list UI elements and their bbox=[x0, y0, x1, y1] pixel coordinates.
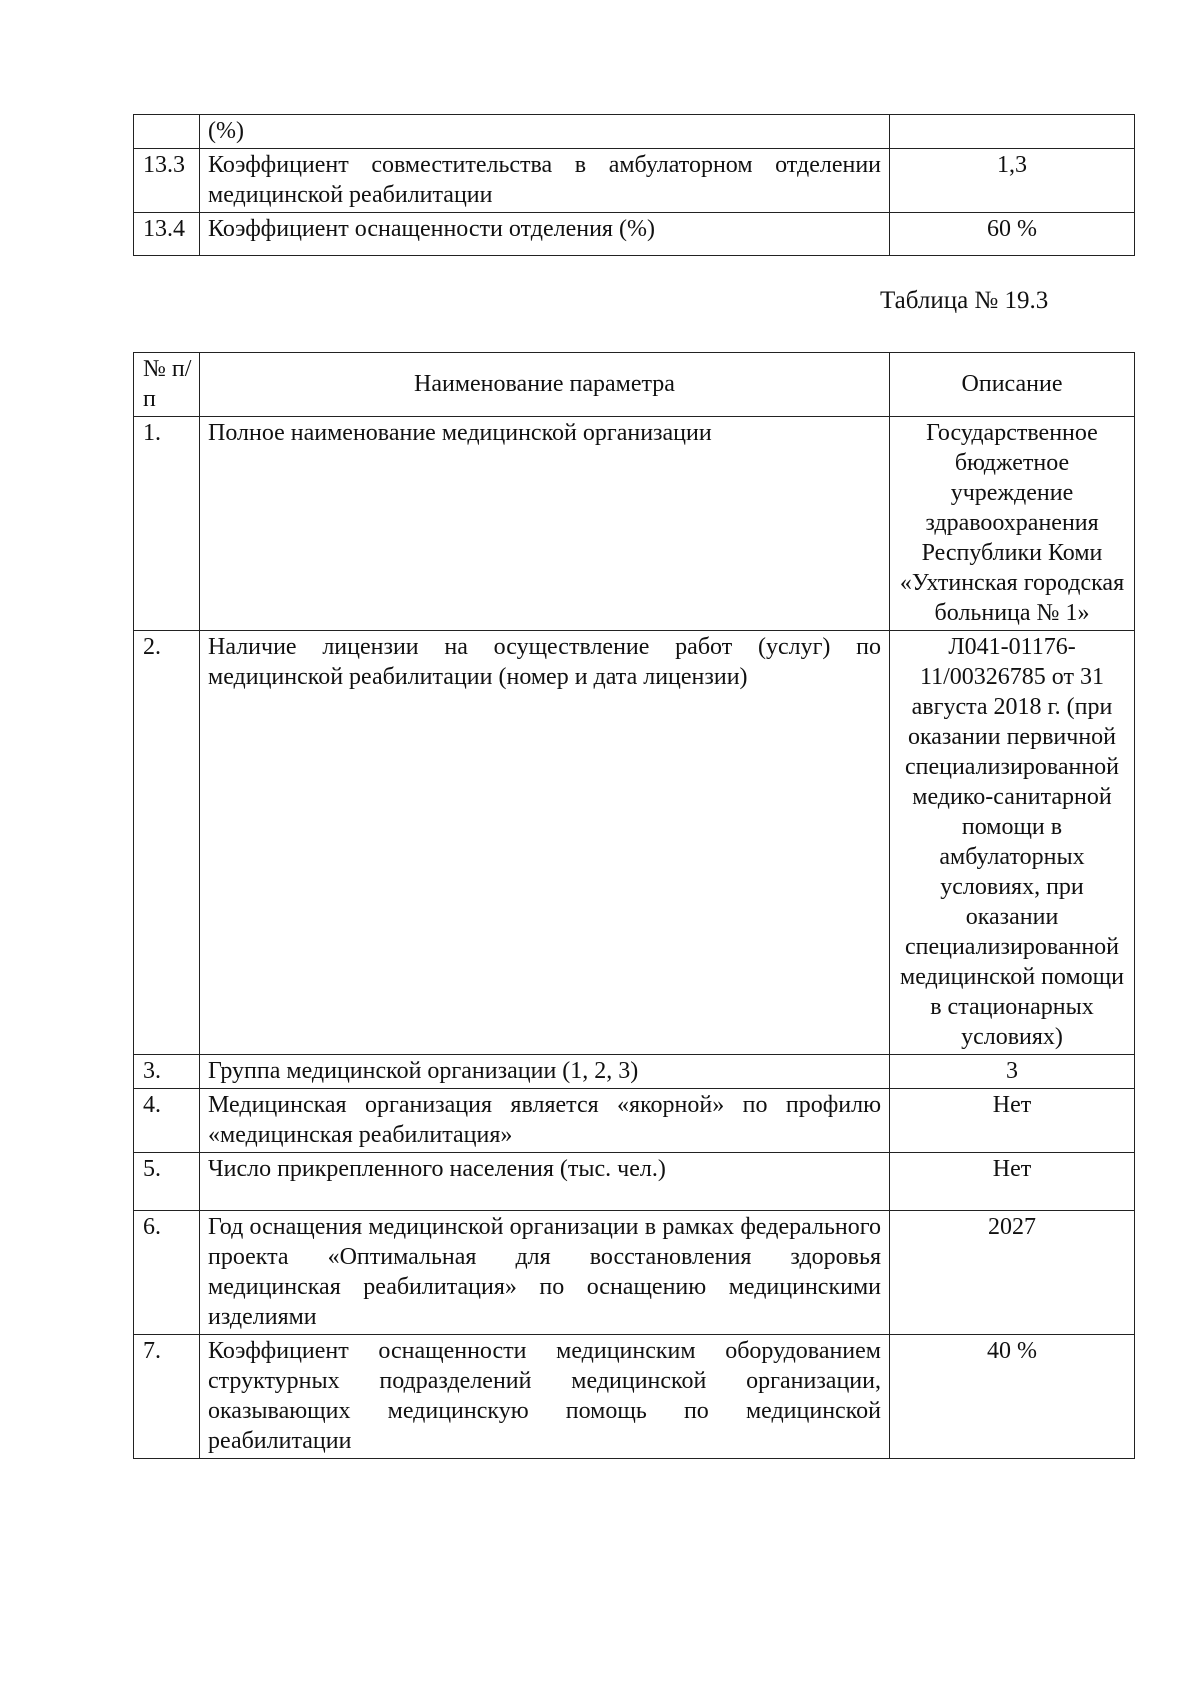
row-number: 5. bbox=[134, 1153, 200, 1211]
table-row bbox=[134, 213, 1135, 256]
parameter-value: 1,3 bbox=[890, 149, 1135, 213]
parameter-value: 60 % bbox=[890, 213, 1135, 256]
table-row bbox=[134, 1089, 1135, 1153]
table-row bbox=[134, 1211, 1135, 1335]
parameter-value: Нет bbox=[890, 1089, 1135, 1153]
header-description: Описание bbox=[890, 353, 1135, 417]
table-caption: Таблица № 19.3 bbox=[880, 287, 1049, 314]
header-number: № п/п bbox=[134, 353, 200, 417]
row-number bbox=[134, 115, 200, 149]
parameter-name: Коэффициент оснащенности медицинским оборудованием структурных подразделений медицинской организации, оказывающих медицинскую помощь по медицинской реабилитации bbox=[200, 1335, 890, 1459]
parameter-name: Медицинская организация является «якорной» по профилю «медицинская реабилитация» bbox=[200, 1089, 890, 1153]
table-row bbox=[134, 1055, 1135, 1089]
header-parameter-name: Наименование параметра bbox=[200, 353, 890, 417]
row-number: 6. bbox=[134, 1211, 200, 1335]
parameter-value: 2027 bbox=[890, 1211, 1135, 1335]
row-number: 13.4 bbox=[134, 213, 200, 256]
table-header-row bbox=[134, 353, 1135, 417]
table-row bbox=[134, 417, 1135, 631]
table-row bbox=[134, 631, 1135, 1055]
row-number: 2. bbox=[134, 631, 200, 1055]
row-number: 3. bbox=[134, 1055, 200, 1089]
parameter-name: Группа медицинской организации (1, 2, 3) bbox=[200, 1055, 890, 1089]
parameter-name: (%) bbox=[200, 115, 890, 149]
row-number: 7. bbox=[134, 1335, 200, 1459]
parameter-value: Государственное бюджетное учреждение здравоохранения Республики Коми «Ухтинская городская больница № 1» bbox=[890, 417, 1135, 631]
parameter-value: 40 % bbox=[890, 1335, 1135, 1459]
parameter-name: Год оснащения медицинской организации в рамках федерального проекта «Оптимальная для восстановления здоровья медицинская реабилитация» по оснащению медицинскими изделиями bbox=[200, 1211, 890, 1335]
parameter-name: Коэффициент совместительства в амбулаторном отделении медицинской реабилитации bbox=[200, 149, 890, 213]
parameters-table bbox=[133, 352, 1135, 1459]
parameter-value bbox=[890, 115, 1135, 149]
parameter-name: Число прикрепленного населения (тыс. чел.) bbox=[200, 1153, 890, 1211]
table-row bbox=[134, 1335, 1135, 1459]
table-row bbox=[134, 1153, 1135, 1211]
row-number: 13.3 bbox=[134, 149, 200, 213]
parameters-table-continued bbox=[133, 114, 1135, 256]
parameter-name: Наличие лицензии на осуществление работ (услуг) по медицинской реабилитации (номер и дата лицензии) bbox=[200, 631, 890, 1055]
parameter-name: Полное наименование медицинской организации bbox=[200, 417, 890, 631]
row-number: 4. bbox=[134, 1089, 200, 1153]
row-number: 1. bbox=[134, 417, 200, 631]
parameter-value: Л041-01176-11/00326785 от 31 августа 2018 г. (при оказании первичной специализированной медико-санитарной помощи в амбулаторных условиях, при оказании специализированной медицинской помощи в стационарных условиях) bbox=[890, 631, 1135, 1055]
table-row bbox=[134, 115, 1135, 149]
parameter-name: Коэффициент оснащенности отделения (%) bbox=[200, 213, 890, 256]
table-row bbox=[134, 149, 1135, 213]
parameter-value: Нет bbox=[890, 1153, 1135, 1211]
parameter-value: 3 bbox=[890, 1055, 1135, 1089]
